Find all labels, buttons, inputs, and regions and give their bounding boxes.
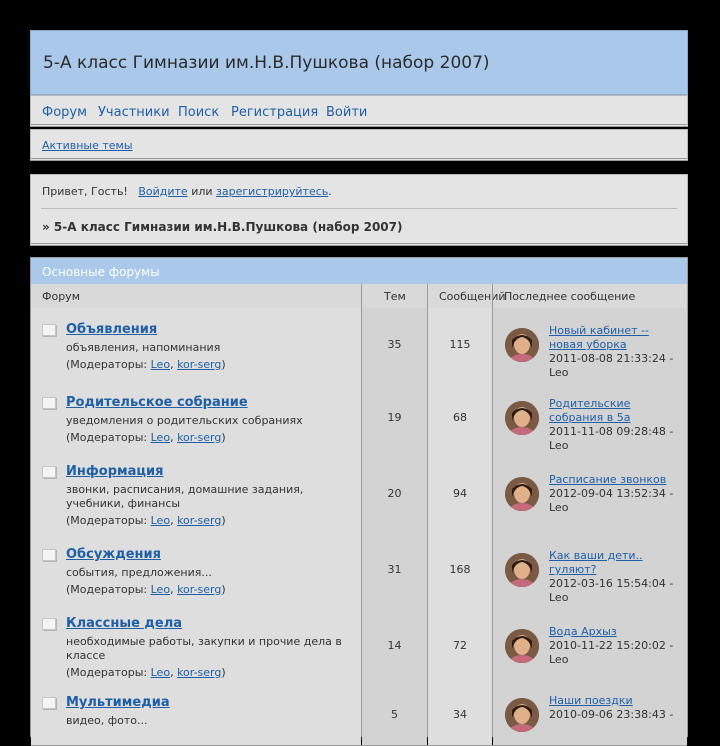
forum-row	[31, 454, 687, 534]
nav-members[interactable]: Участники	[98, 105, 170, 120]
forum-info-cell	[31, 381, 361, 454]
column-divider	[361, 284, 362, 736]
forum-description: события, предложения...	[66, 566, 212, 579]
last-post-date: 2011-11-08 09:28:48 -	[549, 425, 674, 438]
last-post-date: 2010-11-22 15:20:02 -	[549, 639, 674, 652]
forum-description: звонки, расписания, домашние задания, учебники, финансы	[66, 483, 304, 510]
moderator-link[interactable]: kor-serg	[177, 514, 222, 527]
forum-title-link[interactable]: Объявления	[66, 322, 158, 337]
topics-count: 19	[387, 411, 402, 424]
last-post-date: 2010-09-06 23:38:43 -	[549, 708, 674, 721]
forum-status-icon	[42, 697, 56, 709]
last-post-author: Leo	[549, 591, 569, 604]
last-post-link[interactable]: Наши поездки	[549, 694, 633, 707]
moderator-link[interactable]: Leo	[150, 583, 171, 596]
column-divider	[492, 284, 493, 736]
moderator-link[interactable]: kor-serg	[177, 583, 222, 596]
moderators: (Модераторы: Leo, kor-serg)	[66, 514, 226, 527]
forum-title-link[interactable]: Мультимедиа	[66, 695, 170, 710]
topics-cell	[362, 685, 427, 745]
last-post-cell	[493, 454, 687, 533]
posts-cell	[428, 533, 492, 606]
forum-row	[31, 685, 687, 746]
forum-row	[31, 381, 687, 455]
posts-count: 72	[453, 639, 467, 652]
last-post-link[interactable]: Как ваши дети.. гуляют?	[549, 549, 643, 576]
moderator-link[interactable]: Leo	[150, 431, 171, 444]
forum-title-link[interactable]: Информация	[66, 464, 164, 479]
topics-cell	[362, 308, 427, 381]
forum-info-cell	[31, 454, 361, 533]
topics-count: 31	[387, 563, 402, 576]
user-avatar	[505, 629, 539, 663]
or-text: или	[191, 185, 213, 198]
welcome-box	[30, 174, 688, 246]
last-post-info	[549, 324, 679, 380]
active-topics-bar	[30, 129, 688, 161]
moderator-link[interactable]: Leo	[150, 514, 171, 527]
forum-title-link[interactable]: Обсуждения	[66, 547, 161, 562]
forum-description: уведомления о родительских собраниях	[66, 414, 303, 427]
column-headers	[31, 284, 687, 309]
last-post-cell	[493, 685, 687, 745]
last-post-link[interactable]: Новый кабинет -- новая уборка	[549, 324, 649, 351]
topics-count: 5	[391, 708, 398, 721]
nav-forum[interactable]: Форум	[42, 105, 87, 120]
topics-count: 14	[387, 639, 402, 652]
last-post-date: 2011-08-08 21:33:24 -	[549, 352, 674, 365]
moderator-link[interactable]: Leo	[150, 358, 171, 371]
last-post-info	[549, 549, 679, 605]
posts-count: 94	[453, 487, 467, 500]
moderators-label: Модераторы:	[70, 514, 148, 527]
col-last-post: Последнее сообщение	[504, 290, 636, 303]
moderator-link[interactable]: kor-serg	[177, 431, 222, 444]
breadcrumb: » 5-А класс Гимназии им.Н.В.Пушкова (набор 2007)	[42, 220, 403, 234]
col-posts: Сообщений	[439, 290, 506, 303]
topics-cell	[362, 381, 427, 454]
user-avatar	[505, 401, 539, 435]
col-forum: Форум	[42, 290, 80, 303]
last-post-info	[549, 473, 679, 515]
forum-row	[31, 606, 687, 686]
last-post-cell	[493, 308, 687, 381]
last-post-date: 2012-09-04 13:52:34 -	[549, 487, 674, 500]
moderators-label: Модераторы:	[70, 583, 148, 596]
login-link[interactable]: Войдите	[138, 185, 188, 198]
last-post-author: Leo	[549, 439, 569, 452]
forum-info-cell	[31, 685, 361, 745]
posts-cell	[428, 606, 492, 685]
last-post-cell	[493, 533, 687, 606]
moderators: (Модераторы: Leo, kor-serg)	[66, 358, 226, 371]
posts-cell	[428, 685, 492, 745]
moderators: (Модераторы: Leo, kor-serg)	[66, 666, 226, 679]
posts-count: 68	[453, 411, 467, 424]
forum-title-link[interactable]: Родительское собрание	[66, 395, 248, 410]
moderators: (Модераторы: Leo, kor-serg)	[66, 583, 226, 596]
last-post-cell	[493, 381, 687, 454]
category-header	[31, 258, 687, 284]
column-divider	[427, 284, 428, 736]
nav-register[interactable]: Регистрация	[231, 105, 319, 120]
posts-cell	[428, 454, 492, 533]
moderator-link[interactable]: Leo	[150, 666, 171, 679]
nav-login[interactable]: Войти	[326, 105, 368, 120]
greeting-text: Привет, Гость!	[42, 185, 128, 198]
last-post-author: Leo	[549, 366, 569, 379]
active-topics-link[interactable]: Активные темы	[42, 139, 133, 152]
forum-title-link[interactable]: Классные дела	[66, 616, 183, 631]
posts-cell	[428, 308, 492, 381]
last-post-info	[549, 694, 679, 722]
forum-status-icon	[42, 397, 56, 409]
forum-info-cell	[31, 606, 361, 685]
forum-status-icon	[42, 466, 56, 478]
last-post-date: 2012-03-16 15:54:04 -	[549, 577, 674, 590]
user-avatar	[505, 553, 539, 587]
topics-count: 35	[387, 338, 402, 351]
register-link[interactable]: зарегистрируйтесь	[216, 185, 329, 198]
forum-description: видео, фото...	[66, 714, 148, 727]
category-title: Основные форумы	[42, 265, 160, 279]
last-post-cell	[493, 606, 687, 685]
forum-info-cell	[31, 533, 361, 606]
posts-count: 115	[449, 338, 471, 351]
site-title: 5-А класс Гимназии им.Н.В.Пушкова (набор 2007)	[43, 53, 490, 73]
last-post-link[interactable]: Вода Архыз	[549, 625, 617, 638]
last-post-info	[549, 397, 679, 453]
last-post-author: Leo	[549, 501, 569, 514]
moderator-link[interactable]: kor-serg	[177, 358, 222, 371]
last-post-link[interactable]: Расписание звонков	[549, 473, 667, 486]
forum-status-icon	[42, 324, 56, 336]
moderator-link[interactable]: kor-serg	[177, 666, 222, 679]
posts-cell	[428, 381, 492, 454]
user-avatar	[505, 698, 539, 732]
last-post-author: Leo	[549, 653, 569, 666]
forum-row	[31, 533, 687, 607]
site-header	[30, 30, 688, 95]
col-topics: Тем	[384, 290, 406, 303]
last-post-info	[549, 625, 679, 667]
topics-count: 20	[387, 487, 402, 500]
topics-cell	[362, 454, 427, 533]
divider	[41, 208, 677, 209]
moderators-label: Модераторы:	[70, 666, 148, 679]
moderators-label: Модераторы:	[70, 431, 148, 444]
posts-count: 168	[449, 563, 471, 576]
moderators-label: Модераторы:	[70, 358, 148, 371]
forum-list	[30, 257, 688, 737]
topics-cell	[362, 606, 427, 685]
posts-count: 34	[453, 708, 467, 721]
forum-status-icon	[42, 618, 56, 630]
main-nav	[30, 95, 688, 127]
forum-status-icon	[42, 549, 56, 561]
greeting: Привет, Гость! Войдите или зарегистрируйтесь.	[42, 185, 332, 198]
user-avatar	[505, 328, 539, 362]
forum-description: необходимые работы, закупки и прочие дела в классе	[66, 635, 342, 662]
last-post-link[interactable]: Родительские собрания в 5а	[549, 397, 631, 424]
topics-cell	[362, 533, 427, 606]
user-avatar	[505, 477, 539, 511]
moderators: (Модераторы: Leo, kor-serg)	[66, 431, 226, 444]
forum-info-cell	[31, 308, 361, 381]
forum-description: объявления, напоминания	[66, 341, 221, 354]
nav-search[interactable]: Поиск	[178, 105, 220, 120]
forum-row	[31, 308, 687, 382]
